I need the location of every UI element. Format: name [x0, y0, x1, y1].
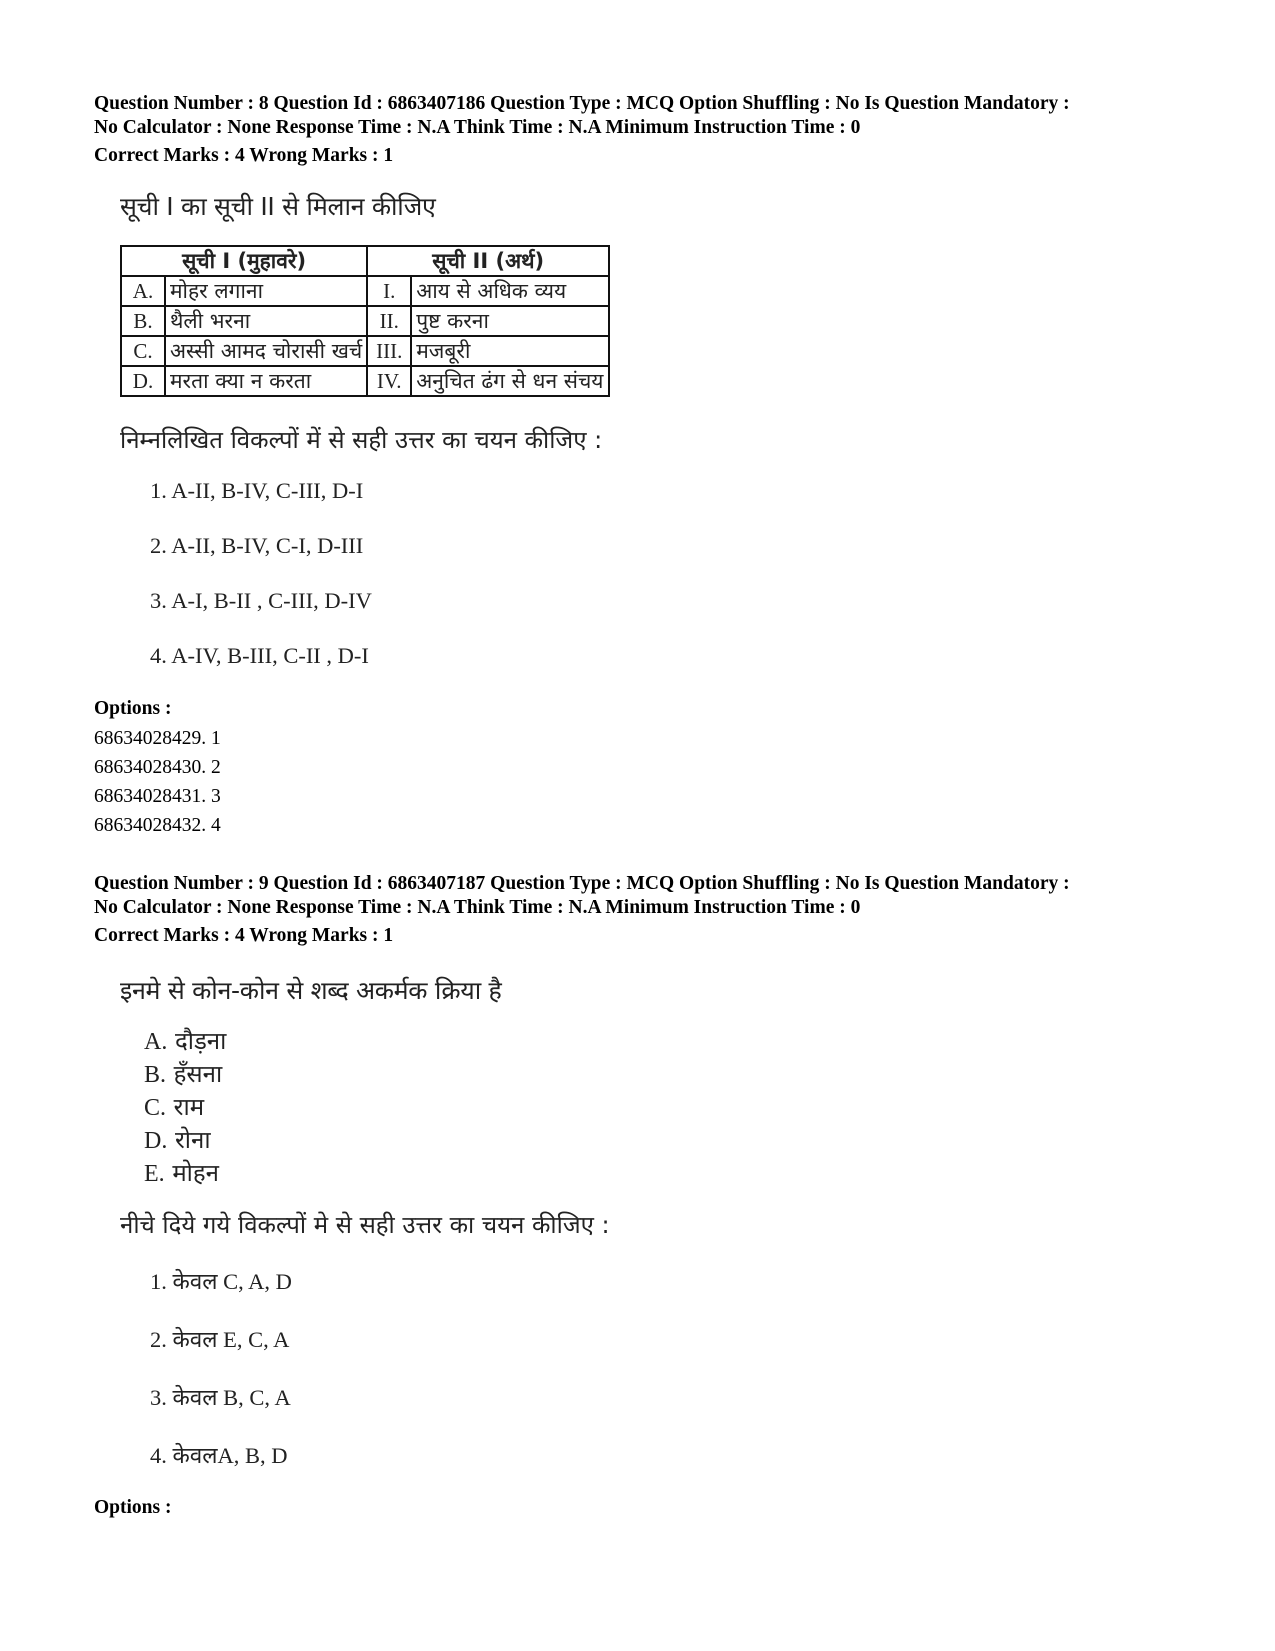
- answer-choice: 2. A-II, B-IV, C-I, D-III: [150, 533, 364, 558]
- row-label: II.: [367, 306, 411, 336]
- question-9: [94, 872, 1194, 1519]
- option-id: 68634028431. 3: [94, 786, 221, 807]
- options-list: [94, 724, 1194, 840]
- option-id: 68634028430. 2: [94, 757, 221, 778]
- meaning-cell: अनुचित ढंग से धन संचय: [411, 366, 609, 396]
- statement-text: मोहन: [172, 1159, 219, 1187]
- match-table-header: [121, 246, 609, 276]
- question-meta-line1: Question Number : 8 Question Id : 6863407186 Question Type : MCQ Option Shuffling : No Is Question Mandatory :: [94, 93, 1070, 114]
- idiom-cell: अस्सी आमद चोरासी खर्च: [165, 336, 367, 366]
- question-page: [94, 92, 1194, 1519]
- answer-choices: [150, 470, 1194, 690]
- answer-choice: 4. केवलA, B, D: [150, 1443, 288, 1468]
- question-meta-line2: No Calculator : None Response Time : N.A Think Time : N.A Minimum Instruction Time : 0: [94, 117, 861, 138]
- question-body: [120, 189, 1194, 690]
- row-label: III.: [367, 336, 411, 366]
- question-8: [94, 92, 1194, 840]
- answer-choices: [150, 1261, 1194, 1493]
- list2-header: सूची II (अर्थ): [367, 246, 609, 276]
- answer-choice: 3. केवल B, C, A: [150, 1385, 291, 1410]
- row-label: A.: [121, 276, 165, 306]
- idiom-cell: थैली भरना: [165, 306, 367, 336]
- question-body: [120, 973, 1194, 1493]
- list1-header: सूची I (मुहावरे): [121, 246, 367, 276]
- list-item: [144, 1091, 1194, 1124]
- statement-text: हँसना: [173, 1060, 223, 1088]
- options-label: Options :: [94, 1497, 172, 1518]
- table-row: [121, 306, 609, 336]
- row-label: C.: [121, 336, 165, 366]
- options-label: Options :: [94, 698, 172, 719]
- question-marks: Correct Marks : 4 Wrong Marks : 1: [94, 145, 394, 166]
- table-row: [121, 276, 609, 306]
- question-stem: सूची I का सूची II से मिलान कीजिए: [120, 192, 436, 221]
- answer-choice: 3. A-I, B-II , C-III, D-IV: [150, 588, 372, 613]
- table-row: [121, 336, 609, 366]
- question-meta-line2: No Calculator : None Response Time : N.A Think Time : N.A Minimum Instruction Time : 0: [94, 897, 861, 918]
- answer-choice: 1. A-II, B-IV, C-III, D-I: [150, 478, 364, 503]
- option-id: 68634028432. 4: [94, 815, 221, 836]
- answer-choice: 1. केवल C, A, D: [150, 1269, 292, 1294]
- statement-list: [144, 1025, 1194, 1190]
- statement-text: दौड़ना: [174, 1027, 227, 1055]
- row-label: I.: [367, 276, 411, 306]
- idiom-cell: मोहर लगाना: [165, 276, 367, 306]
- list-item: [144, 1124, 1194, 1157]
- statement-label: C.: [144, 1095, 167, 1121]
- list-item: [144, 1025, 1194, 1058]
- question-marks: Correct Marks : 4 Wrong Marks : 1: [94, 925, 394, 946]
- answer-choice: 4. A-IV, B-III, C-II , D-I: [150, 643, 369, 668]
- answer-choice: 2. केवल E, C, A: [150, 1327, 290, 1352]
- statement-label: A.: [144, 1029, 168, 1055]
- statement-label: B.: [144, 1062, 167, 1088]
- meaning-cell: पुष्ट करना: [411, 306, 609, 336]
- idiom-cell: मरता क्या न करता: [165, 366, 367, 396]
- statement-text: रोना: [174, 1126, 211, 1154]
- row-label: IV.: [367, 366, 411, 396]
- list-item: [144, 1157, 1194, 1190]
- question-stem: इनमे से कोन-कोन से शब्द अकर्मक क्रिया है: [120, 976, 502, 1005]
- question-instruction: नीचे दिये गये विकल्पों मे से सही उत्तर का चयन कीजिए :: [120, 1211, 610, 1239]
- statement-label: D.: [144, 1128, 168, 1154]
- option-id: 68634028429. 1: [94, 728, 221, 749]
- table-row: [121, 366, 609, 396]
- row-label: B.: [121, 306, 165, 336]
- row-label: D.: [121, 366, 165, 396]
- statement-text: राम: [173, 1093, 205, 1121]
- meaning-cell: आय से अधिक व्यय: [411, 276, 609, 306]
- statement-label: E.: [144, 1161, 165, 1187]
- meaning-cell: मजबूरी: [411, 336, 609, 366]
- list-item: [144, 1058, 1194, 1091]
- question-instruction: निम्नलिखित विकल्पों में से सही उत्तर का चयन कीजिए :: [120, 426, 603, 454]
- question-meta-line1: Question Number : 9 Question Id : 6863407187 Question Type : MCQ Option Shuffling : No Is Question Mandatory :: [94, 873, 1070, 894]
- match-table: [120, 245, 610, 397]
